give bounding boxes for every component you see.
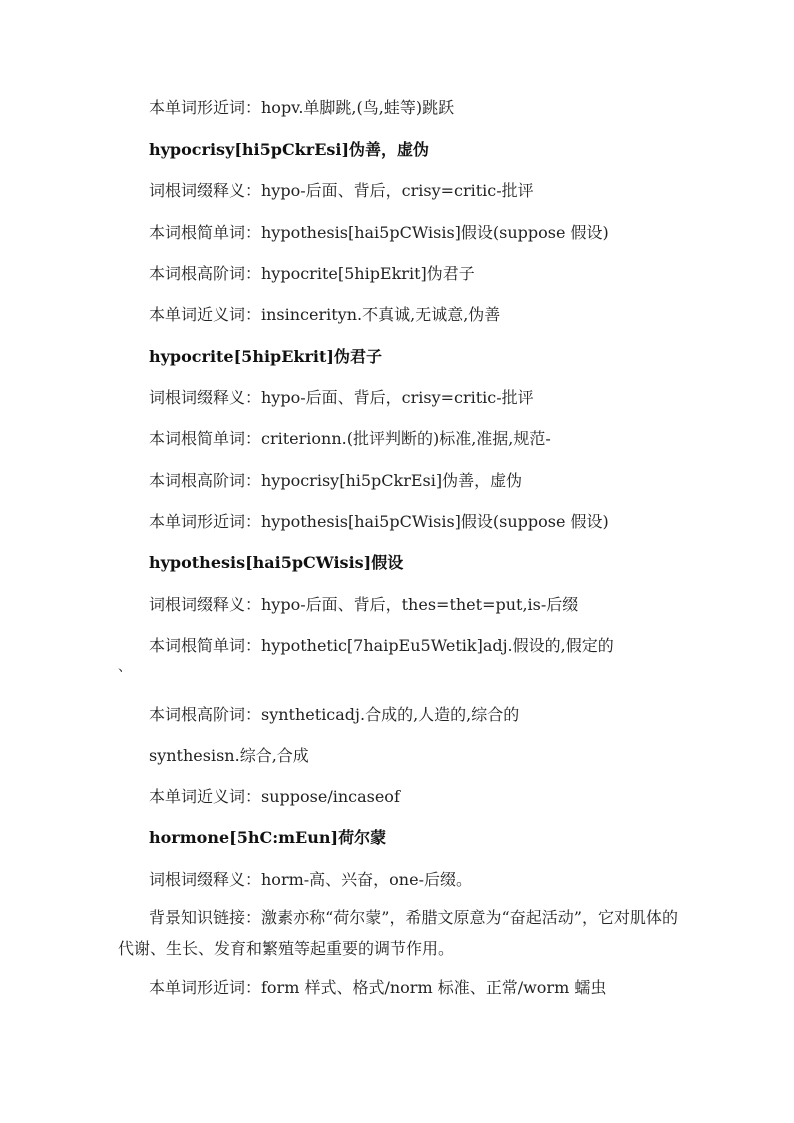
headword-hypocrite: hypocrite[5hipEkrit]伪君子 (149, 347, 382, 366)
text-line: 词根词缀释义：horm-高、兴奋，one-后缀。 (149, 870, 472, 889)
headword-hormone: hormone[5hC:mEun]荷尔蒙 (149, 828, 387, 847)
text-line: 本词根简单词：criterionn.(批评判断的)标准,准据,规范- (149, 429, 551, 448)
text-line: synthesisn.综合,合成 (149, 746, 309, 765)
text-line: 本单词近义词：suppose/incaseof (149, 787, 400, 806)
text-line: 本单词形近词：form 样式、格式/norm 标准、正常/worm 蠕虫 (149, 978, 607, 997)
text-line: 本词根高阶词：syntheticadj.合成的,人造的,综合的 (149, 705, 520, 724)
text-line: 本词根高阶词：hypocrite[5hipEkrit]伪君子 (149, 264, 475, 283)
text-line: 词根词缀释义：hypo-后面、背后，crisy=critic-批评 (149, 181, 534, 200)
text-line: 本词根高阶词：hypocrisy[hi5pCkrEsi]伪善，虚伪 (149, 471, 523, 490)
text-line: 词根词缀释义：hypo-后面、背后，crisy=critic-批评 (149, 388, 534, 407)
headword-hypocrisy: hypocrisy[hi5pCkrEsi]伪善，虚伪 (149, 140, 430, 159)
background-paragraph: 背景知识链接：激素亦称“荷尔蒙”，希腊文原意为“奋起活动”，它对肌体的代谢、生长、发育和繁殖等起重要的调节作用。 (118, 908, 678, 958)
text-line: 本单词近义词：insincerityn.不真诚,无诚意,伪善 (149, 305, 501, 324)
text-line: 本单词形近词：hypothesis[hai5pCWisis]假设(suppose 假设) (149, 512, 609, 531)
headword-hypothesis: hypothesis[hai5pCWisis]假设 (149, 553, 404, 572)
text-line: 词根词缀释义：hypo-后面、背后，thes=thet=put,is-后缀 (149, 595, 579, 614)
text-line: 本词根简单词：hypothetic[7haipEu5Wetik]adj.假设的,假定的 (149, 636, 614, 655)
text-line: 本单词形近词：hopv.单脚跳,(鸟,蛙等)跳跃 (149, 98, 455, 117)
stray-mark: 、 (118, 659, 132, 675)
text-line: 本词根简单词：hypothesis[hai5pCWisis]假设(suppose 假设) (149, 223, 609, 242)
